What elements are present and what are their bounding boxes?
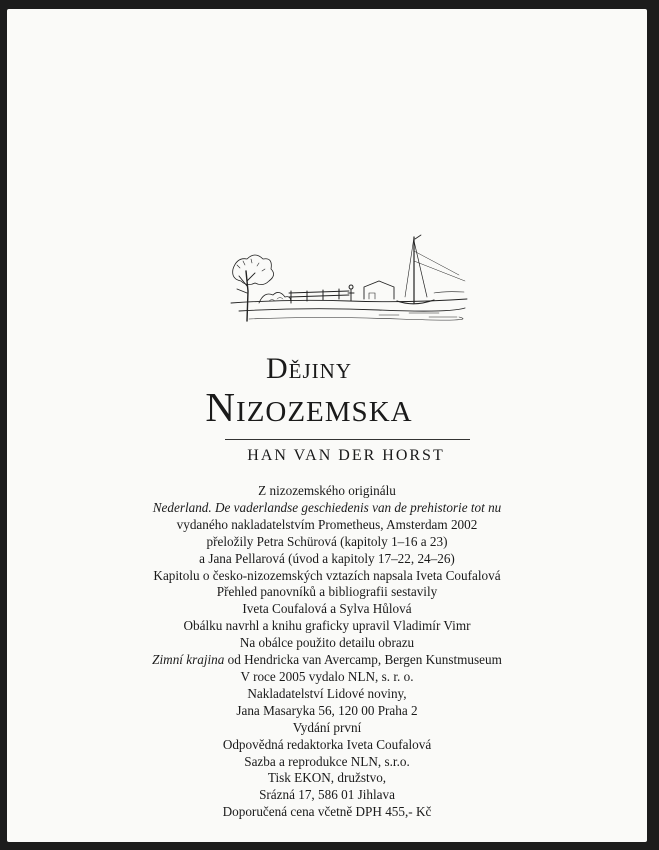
publisher-name: Nakladatelství Lidové noviny, [247,685,407,701]
landscape-illustration [229,231,469,331]
imprint-block [7,483,647,821]
editor: Odpovědná redaktorka Iveta Coufalová [222,736,432,752]
edition: Vydání první [292,719,362,735]
original-title: Nederland. De vaderlandse geschiedenis van de prehistorie tot nu [152,499,502,515]
painting-title: Zimní krajina [152,652,225,668]
price: Doporučená cena včetně DPH 455,- Kč [222,804,432,820]
original-label: Z nizozemského originálu [258,483,396,498]
title-divider [225,439,470,440]
typesetting: Sazba a reprodukce NLN, s.r.o. [244,753,410,769]
book-page [7,9,647,842]
printer-address: Srázná 17, 586 01 Jihlava [259,787,395,803]
book-author: HAN VAN DER HORST [247,447,445,464]
publisher-address: Jana Masaryka 56, 120 00 Praha 2 [236,702,418,718]
book-title-line1: Dějiny [266,352,352,385]
painting-line [7,652,647,669]
design-note: Obálku navrhl a knihu graficky upravil Vladimír Vimr [183,618,471,634]
chapter-note: Kapitolu o česko-nizozemských vztazích napsala Iveta Coufalová [153,567,501,583]
overview-authors: Iveta Coufalová a Sylva Hůlová [242,601,412,617]
translators-line-2: a Jana Pellarová (úvod a kapitoly 17–22, 24–26) [199,550,455,566]
edition-year: V roce 2005 vydalo NLN, s. r. o. [240,668,414,684]
overview-note: Přehled panovníků a bibliografii sestavily [216,584,438,600]
book-title-line2: Nizozemska [205,384,413,430]
publisher-line: vydaného nakladatelstvím Prometheus, Amsterdam 2002 [176,516,478,532]
cover-note: Na obálce použito detailu obrazu [239,635,415,651]
translators-line-1: přeložily Petra Schürová (kapitoly 1–16 a 23) [206,533,448,549]
painting-rest: od Hendricka van Avercamp, Bergen Kunstmuseum [224,652,502,668]
printer: Tisk EKON, družstvo, [267,770,387,786]
